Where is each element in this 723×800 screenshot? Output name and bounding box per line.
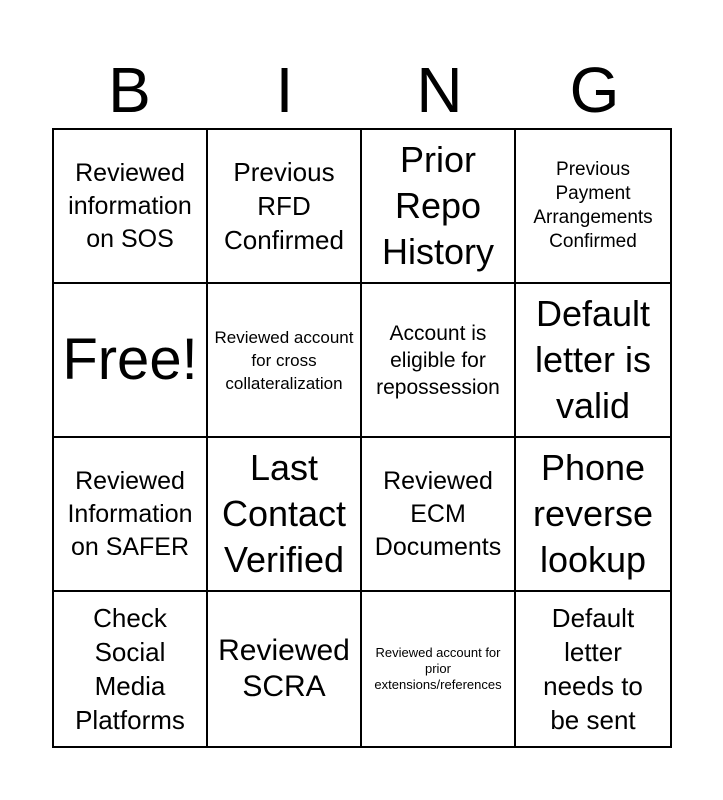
bingo-cell-r1c2[interactable] [208,130,362,284]
bingo-cell-free[interactable] [54,284,208,438]
bingo-cell-r3c4[interactable] [516,438,670,592]
cell-text: Phone reverse lookup [532,447,654,580]
bingo-cell-r4c4[interactable] [516,592,670,746]
header-letter-i: I [275,54,294,126]
header-letter-n: N [416,54,463,126]
bingo-board [52,128,672,748]
bingo-cell-r4c1[interactable] [54,592,208,746]
cell-text: Reviewed account for cross collateralization [214,327,354,393]
cell-text: Reviewed account for prior extensions/references [374,645,502,692]
cell-text: Reviewed ECM Documents [374,466,502,561]
bingo-cell-r3c3[interactable] [362,438,516,592]
cell-text: Reviewed information on SOS [68,158,192,253]
bingo-cell-r1c3[interactable] [362,130,516,284]
cell-text: Prior Repo History [381,139,494,272]
cell-text: Last Contact Verified [221,447,347,580]
bingo-header [52,52,672,128]
free-space-label: Free! [62,327,198,392]
cell-text: Previous RFD Confirmed [224,157,344,255]
bingo-cell-r1c4[interactable] [516,130,670,284]
cell-text: Default letter needs to be sent [543,603,643,735]
cell-text: Account is eligible for repossession [376,321,500,399]
header-letter-b: B [108,54,151,126]
cell-text: Check Social Media Platforms [75,603,185,735]
bingo-cell-r2c4[interactable] [516,284,670,438]
bingo-cell-r1c1[interactable] [54,130,208,284]
bingo-cell-r3c1[interactable] [54,438,208,592]
bingo-cell-r3c2[interactable] [208,438,362,592]
cell-text: Reviewed Information on SAFER [67,466,193,561]
header-letter-g: G [569,54,620,126]
cell-text: Default letter is valid [534,293,652,426]
bingo-cell-r4c2[interactable] [208,592,362,746]
cell-text: Reviewed SCRA [218,634,350,703]
bingo-cell-r2c2[interactable] [208,284,362,438]
cell-text: Previous Payment Arrangements Confirmed [533,159,653,252]
bingo-cell-r4c3[interactable] [362,592,516,746]
bingo-cell-r2c3[interactable] [362,284,516,438]
